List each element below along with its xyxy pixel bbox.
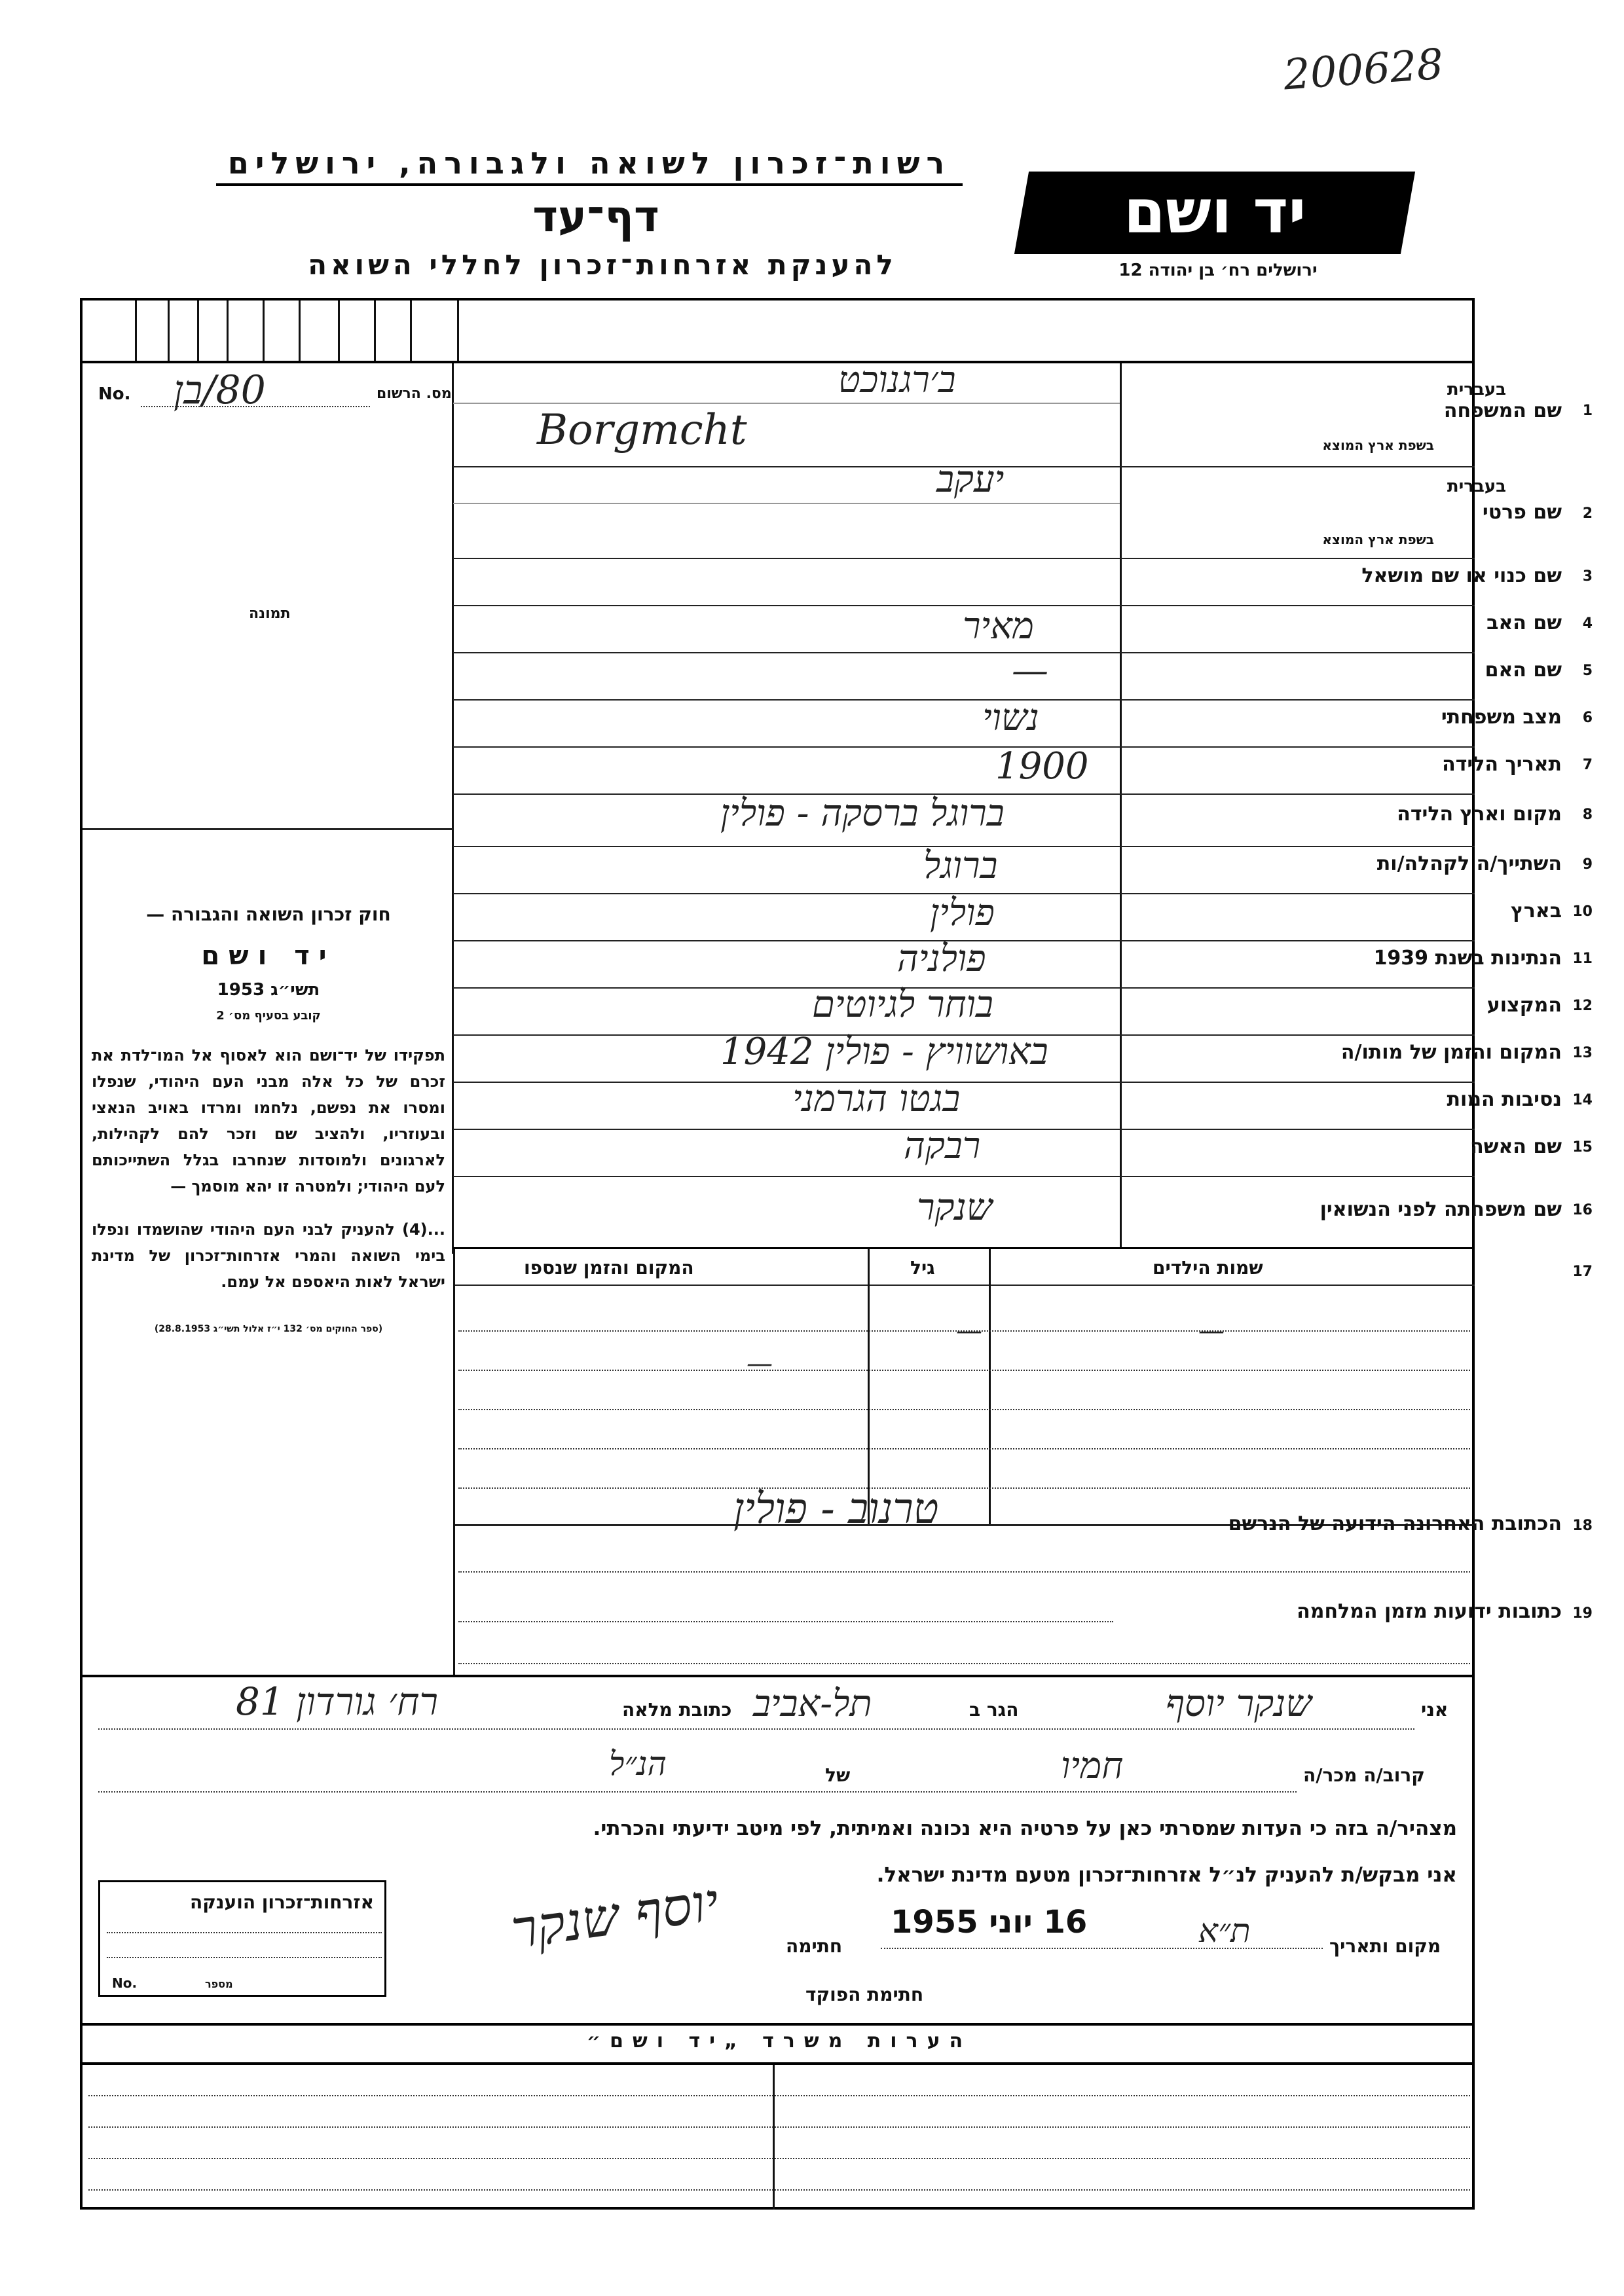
field-1-sub-hebrew: בעברית bbox=[1447, 380, 1506, 399]
citizenship-box-title: אזרחות־זכרון הוענקה bbox=[190, 1891, 374, 1913]
field-8-num: 8 bbox=[1582, 807, 1593, 823]
citizenship-box-no: No. bbox=[112, 1975, 138, 1991]
field-4-label: שם האב bbox=[1486, 611, 1562, 634]
field-11-num: 11 bbox=[1572, 951, 1593, 967]
decl-i-label: אני bbox=[1421, 1699, 1449, 1721]
logo-text: יד ושם bbox=[1123, 177, 1306, 247]
decl-address-value: רח׳ גורדון 81 bbox=[236, 1679, 438, 1724]
field-12-value: בוחר לגיוטים bbox=[812, 983, 993, 1026]
decl-lives-label: הגר ב bbox=[969, 1699, 1019, 1721]
field-18-num: 18 bbox=[1572, 1518, 1593, 1534]
field-8-label: מקום וארץ הלידה bbox=[1397, 803, 1562, 826]
decl-address-label: כתובת מלאה bbox=[622, 1699, 732, 1721]
logo-address: ירושלים רח׳ בן יהודה 12 bbox=[1118, 261, 1318, 280]
field-2-num: 2 bbox=[1582, 505, 1593, 522]
field-11-value: פולניה bbox=[897, 938, 986, 980]
field-1-sub-local: בשפת ארץ המוצא bbox=[1322, 437, 1434, 453]
field-14-label: נסיבות המות bbox=[1447, 1088, 1562, 1111]
field-7-label: תאריך הלידה bbox=[1442, 753, 1562, 776]
field-16-value: שנקר bbox=[917, 1186, 993, 1229]
field-2-sub-hebrew: בעברית bbox=[1447, 477, 1506, 496]
child-row-1-place: — bbox=[747, 1349, 773, 1379]
decl-place-value: ת״א bbox=[1198, 1912, 1251, 1950]
law-year: תשי״ג 1953 bbox=[217, 980, 320, 1000]
field-1-value-local: Borgmcht bbox=[537, 406, 747, 454]
field-5-label: שם האם bbox=[1485, 659, 1562, 682]
law-section: קובע בסעיף מס׳ 2 bbox=[216, 1009, 321, 1023]
decl-lives-value: תל-אביב bbox=[753, 1683, 872, 1725]
decl-of-value: הנ״ל bbox=[609, 1745, 667, 1783]
field-4-num: 4 bbox=[1582, 615, 1593, 632]
law-title: חוק זכרון השואה והגבורה — bbox=[146, 903, 391, 925]
field-11-label: הנתינות בשנת 1939 bbox=[1373, 947, 1562, 970]
photo-label: תמונה bbox=[249, 606, 291, 622]
field-4-value: מאיר bbox=[963, 605, 1034, 647]
law-paragraph-2: ...(4) להעניק לבני העם היהודי שהושמדו ונפלו בימי השואה והמרי אזרחות־זכרון של מדינת ישראל לאות היאספם אל עמם. bbox=[92, 1220, 445, 1291]
field-17-num: 17 bbox=[1572, 1264, 1593, 1280]
form-subtitle: להענקת אזרחות־זכרון לחללי השואה bbox=[308, 249, 897, 281]
no-label: No. bbox=[98, 384, 131, 404]
field-9-value: ברוגל bbox=[923, 845, 998, 887]
decl-relative-value: חמיו bbox=[1061, 1745, 1124, 1787]
decl-relative-label: קרוב/ה מכר/ה bbox=[1303, 1764, 1425, 1786]
field-5-value: — bbox=[1012, 649, 1048, 692]
field-10-value: פולין bbox=[930, 892, 995, 934]
field-8-value: ברוגל ברסקה - פולין bbox=[720, 792, 1005, 835]
field-13-label: המקום והזמן של מותו/ה bbox=[1340, 1041, 1562, 1064]
field-19-label: כתובות ידועות מזמן המלחמה bbox=[1297, 1600, 1562, 1623]
archive-number: 200628 bbox=[1282, 40, 1445, 100]
field-1-num: 1 bbox=[1582, 403, 1593, 419]
decl-statement-1: מצהיר/ה בזה כי העדות שמסרתי כאן על פרטיה היא נכונה ואמיתית, לפי מיטב ידיעתי והכרתי. bbox=[593, 1817, 1457, 1840]
field-2-value-hebrew: יעקב bbox=[936, 458, 1005, 501]
decl-place-date-label: מקום ותאריך bbox=[1329, 1935, 1441, 1957]
authority-title: רשות־זכרון לשואה ולגבורה, ירושלים bbox=[216, 145, 963, 186]
citizenship-box bbox=[98, 1880, 386, 1997]
field-15-num: 15 bbox=[1572, 1139, 1593, 1156]
decl-signature-value: יוסף שנקר bbox=[507, 1871, 723, 1961]
field-6-num: 6 bbox=[1582, 710, 1593, 726]
citizenship-box-number-label: מספר bbox=[205, 1978, 233, 1990]
field-6-label: מצב משפחתי bbox=[1441, 706, 1562, 729]
field-16-num: 16 bbox=[1572, 1202, 1593, 1218]
field-6-value: נשוי bbox=[982, 697, 1039, 739]
field-7-value: 1900 bbox=[995, 745, 1089, 788]
decl-i-value: שנקר יוסף bbox=[1166, 1683, 1312, 1725]
law-box bbox=[92, 903, 445, 1334]
child-row-1-age: — bbox=[956, 1316, 982, 1346]
field-3-label: שם כנוי או שם מושאל bbox=[1361, 564, 1562, 587]
field-1-value-hebrew: ב׳רגנוכט bbox=[838, 359, 956, 401]
reg-number-value: 80/בן bbox=[174, 367, 266, 413]
field-12-label: המקצוע bbox=[1486, 994, 1562, 1017]
field-2-label: שם פרטי bbox=[1482, 501, 1562, 524]
children-col-names: שמות הילדים bbox=[1153, 1257, 1263, 1279]
office-notes-title: הערות משרד „יד ושם״ bbox=[586, 2030, 972, 2052]
field-19-num: 19 bbox=[1572, 1605, 1593, 1622]
field-3-num: 3 bbox=[1582, 568, 1593, 585]
field-13-num: 13 bbox=[1572, 1045, 1593, 1061]
law-paragraph-1: תפקידו של יד־ושם הוא לאסוף אל המו־לדת את זכרם של כל אלה מבני העם היהודי, שנפלו ומסרו את נפשם, נלחמו ומרדו באויב הנאצי ובעוזריו, ולהציב שם וזכר להם לקהילות, לארגונים ולמוסדות שנחרבו בגלל השתייכותם לעם היהודי; ולמטרה זו יהא מוסמך — bbox=[92, 1046, 445, 1195]
field-5-num: 5 bbox=[1582, 663, 1593, 679]
field-18-value: טרנוב - פולין bbox=[733, 1485, 939, 1533]
children-col-age: גיל bbox=[910, 1257, 935, 1279]
field-1-label: שם המשפחה bbox=[1443, 399, 1562, 422]
field-9-num: 9 bbox=[1582, 856, 1593, 873]
field-7-num: 7 bbox=[1582, 757, 1593, 773]
child-row-1-name: — bbox=[1198, 1316, 1225, 1346]
field-10-label: בארץ bbox=[1510, 900, 1562, 922]
field-9-label: השתייך/ה לקהלה/ות bbox=[1376, 852, 1562, 875]
decl-of-label: של bbox=[825, 1764, 851, 1786]
field-16-label: שם משפחתה לפני הנשואין bbox=[1320, 1198, 1562, 1221]
field-10-num: 10 bbox=[1572, 903, 1593, 920]
decl-signature-label: חתימה bbox=[786, 1935, 843, 1957]
decl-statement-2: אני מבקש/ת להעניק לנ״ל אזרחות־זכרון מטעם מדינת ישראל. bbox=[876, 1863, 1457, 1887]
law-name: יד ושם bbox=[201, 941, 336, 971]
field-14-num: 14 bbox=[1572, 1092, 1593, 1108]
field-14-value: בגטו הגרמני bbox=[792, 1078, 961, 1120]
field-12-num: 12 bbox=[1572, 998, 1593, 1014]
registration-no bbox=[95, 367, 462, 416]
reg-number-label: מס. הרשום bbox=[377, 386, 452, 402]
decl-officer-label: חתימת הפוקד bbox=[805, 1984, 924, 2005]
top-cells bbox=[83, 301, 462, 361]
children-col-place: המקום והזמן שנספו bbox=[524, 1257, 694, 1279]
yad-vashem-logo bbox=[1014, 172, 1415, 254]
field-13-value: באושוויץ - פולין 1942 bbox=[720, 1030, 1048, 1073]
field-18-label: הכתובת האחרונה הידועה של הנרשם bbox=[1228, 1512, 1562, 1535]
field-2-sub-local: בשפת ארץ המוצא bbox=[1322, 532, 1434, 547]
decl-date-value: 16 יוני 1955 bbox=[891, 1904, 1088, 1941]
field-15-value: רבקה bbox=[904, 1125, 981, 1167]
field-15-label: שם האשה bbox=[1470, 1135, 1562, 1158]
form-title: דף־עד bbox=[532, 191, 659, 242]
law-source: (ספר החוקים מס׳ 132 י״ז אלול תשי״ג 28.8.1953) bbox=[154, 1324, 383, 1334]
